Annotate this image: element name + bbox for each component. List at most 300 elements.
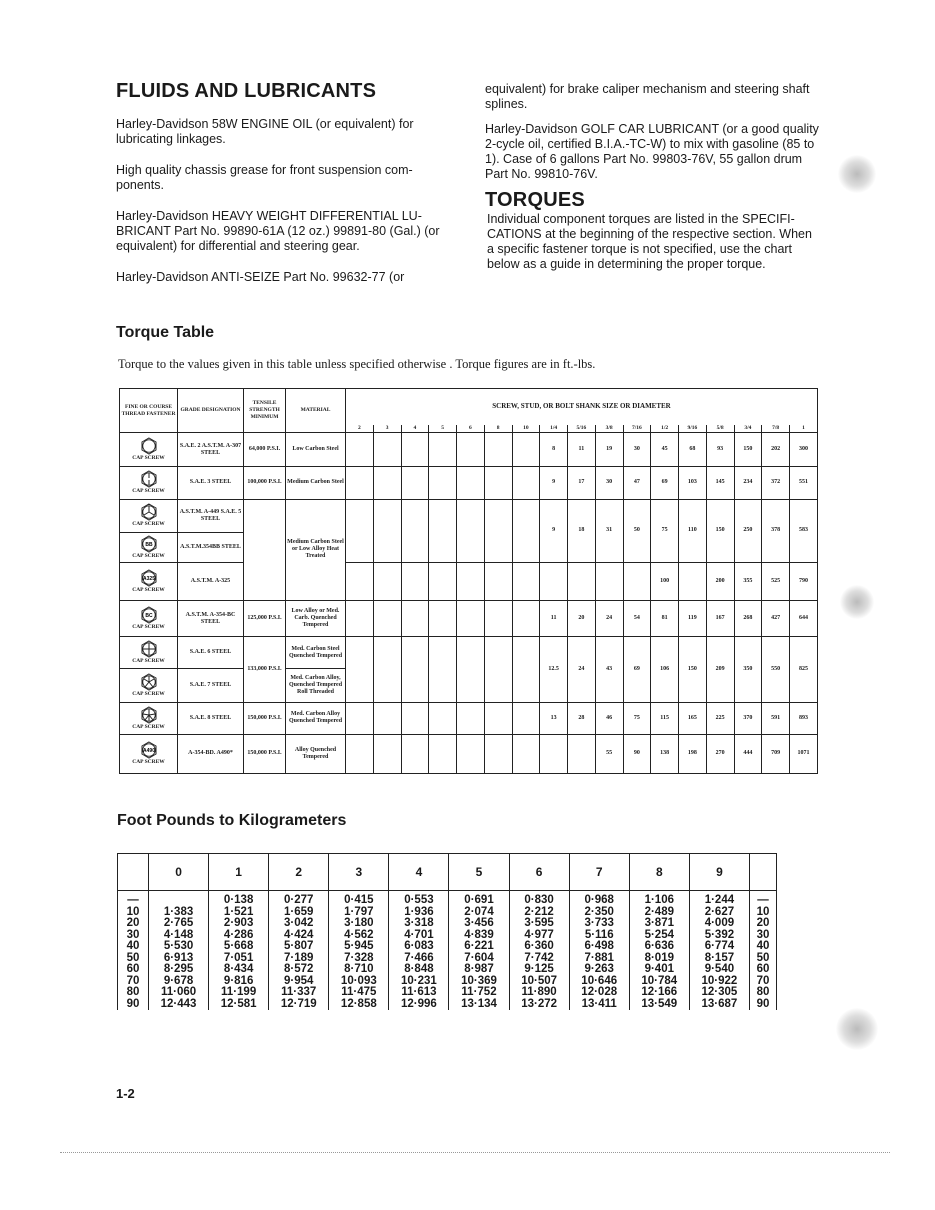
bolt-head-icon <box>120 437 177 455</box>
torque-value: 106 <box>651 637 679 702</box>
kilo-row-label-right: 60 <box>750 964 777 976</box>
kilo-value: 3·456 <box>449 918 509 930</box>
kilo-value: 0·553 <box>389 891 449 907</box>
torque-value <box>429 702 457 734</box>
kilo-value: 12·858 <box>329 999 389 1011</box>
kilo-value: 1·244 <box>689 891 749 907</box>
torque-value <box>595 562 623 600</box>
torque-value: 355 <box>734 562 762 600</box>
kilo-value: 2·212 <box>509 907 569 919</box>
kilo-value: 2·074 <box>449 907 509 919</box>
cap-screw-label: CAP SCREW <box>132 488 165 495</box>
cap-screw-label: CAP SCREW <box>132 552 165 559</box>
fluids-title: FLUIDS AND LUBRICANTS <box>116 80 377 102</box>
kilo-row <box>118 907 777 919</box>
torque-value <box>401 467 429 499</box>
kilo-value: 11·337 <box>269 987 329 999</box>
torque-value <box>540 734 568 773</box>
kilo-row-label: 80 <box>118 987 149 999</box>
torque-value: 550 <box>762 637 790 702</box>
lube-chassis-grease: High quality chassis grease for front suspension com- ponents. <box>116 163 413 192</box>
grade-cell: S.A.E. 6 STEEL <box>178 637 244 669</box>
kilo-row <box>118 918 777 930</box>
grade-cell: A.S.T.M.354BB STEEL <box>178 532 244 562</box>
grade-cell: A.S.T.M. A-325 <box>178 562 244 600</box>
kilo-value: 10·231 <box>389 976 449 988</box>
kilo-value: 13·687 <box>689 999 749 1011</box>
kilo-row <box>118 891 777 907</box>
torque-value <box>401 499 429 562</box>
kilo-value: 4·839 <box>449 930 509 942</box>
torque-value <box>373 467 401 499</box>
torque-value: 270 <box>706 734 734 773</box>
kilo-value: 7·328 <box>329 953 389 965</box>
kilo-value: 0·691 <box>449 891 509 907</box>
kilo-row <box>118 930 777 942</box>
torque-value: 110 <box>679 499 707 562</box>
kilo-value: 8·295 <box>149 964 209 976</box>
torque-value: 18 <box>568 499 596 562</box>
kilo-value: 3·318 <box>389 918 449 930</box>
torque-value: 444 <box>734 734 762 773</box>
kilo-row-label-right: 20 <box>750 918 777 930</box>
size-header: 1 <box>790 425 818 433</box>
fastener-cell <box>120 532 178 562</box>
kilo-value: 6·913 <box>149 953 209 965</box>
kilo-row <box>118 964 777 976</box>
svg-text:BC: BC <box>144 613 153 620</box>
kilo-col-header: 4 <box>389 854 449 891</box>
torque-value: 17 <box>568 467 596 499</box>
torque-value <box>512 499 540 562</box>
fastener-cell <box>120 734 178 773</box>
size-header: 5/8 <box>706 425 734 433</box>
fastener-cell <box>120 637 178 669</box>
torque-value <box>484 637 512 702</box>
torque-value: 13 <box>540 702 568 734</box>
torque-value: 11 <box>540 601 568 637</box>
kilo-value: 4·148 <box>149 930 209 942</box>
torques-desc: Individual component torques are listed in the SPECIFI- CATIONS at the beginning of the respective section. When a specific fastener torque is not specified, use the chart below as a guide in determining the proper torque. <box>487 212 812 271</box>
torque-value: 268 <box>734 601 762 637</box>
kilo-value: 13·134 <box>449 999 509 1011</box>
kilo-row-label-right: 10 <box>750 907 777 919</box>
size-header: 10 <box>512 425 540 433</box>
kilo-value: 10·784 <box>629 976 689 988</box>
torque-value: 119 <box>679 601 707 637</box>
torque-value: 644 <box>790 601 818 637</box>
fastener-cell <box>120 601 178 637</box>
kilo-value: 0·830 <box>509 891 569 907</box>
kilo-value: 2·627 <box>689 907 749 919</box>
kilo-row <box>118 941 777 953</box>
tensile-cell: 64,000 P.S.I. <box>244 433 286 467</box>
lube-engine-oil: Harley-Davidson 58W ENGINE OIL (or equivalent) for lubricating linkages. <box>116 117 414 146</box>
kilo-col-header: 7 <box>569 854 629 891</box>
torque-value: 11 <box>568 433 596 467</box>
tensile-cell: 150,000 P.S.I. <box>244 702 286 734</box>
fastener-cell <box>120 467 178 499</box>
kilo-row-label-right: 40 <box>750 941 777 953</box>
torque-value: 43 <box>595 637 623 702</box>
kilo-value: 1·936 <box>389 907 449 919</box>
kilo-row-label-right: 80 <box>750 987 777 999</box>
kilo-value: 7·466 <box>389 953 449 965</box>
bolt-head-icon <box>120 741 177 759</box>
torque-value: 300 <box>790 433 818 467</box>
kilo-value: 2·903 <box>209 918 269 930</box>
torque-value: 202 <box>762 433 790 467</box>
kilo-value: 6·774 <box>689 941 749 953</box>
torque-value <box>512 467 540 499</box>
torque-value: 198 <box>679 734 707 773</box>
torque-value <box>457 702 485 734</box>
kilo-value: 9·816 <box>209 976 269 988</box>
torque-value: 591 <box>762 702 790 734</box>
svg-text:BB: BB <box>144 541 153 548</box>
torque-value <box>346 734 374 773</box>
tensile-cell: 133,000 P.S.I. <box>244 637 286 702</box>
cap-screw-label: CAP SCREW <box>132 759 165 766</box>
cap-screw-label: CAP SCREW <box>132 690 165 697</box>
torque-value: 9 <box>540 499 568 562</box>
torque-value: 709 <box>762 734 790 773</box>
size-header: 5 <box>429 425 457 433</box>
torque-value: 1071 <box>790 734 818 773</box>
kilo-value: 8·434 <box>209 964 269 976</box>
cap-screw-label: CAP SCREW <box>132 658 165 665</box>
kilo-value: 11·752 <box>449 987 509 999</box>
kilo-value <box>149 891 209 907</box>
torque-value: 20 <box>568 601 596 637</box>
kilo-value: 0·968 <box>569 891 629 907</box>
kilo-value: 11·890 <box>509 987 569 999</box>
torque-value <box>346 467 374 499</box>
kilo-value: 9·401 <box>629 964 689 976</box>
kilo-value: 4·286 <box>209 930 269 942</box>
kilo-value: 11·475 <box>329 987 389 999</box>
torque-value: 12.5 <box>540 637 568 702</box>
torque-value: 551 <box>790 467 818 499</box>
torque-value <box>512 734 540 773</box>
grade-cell: A-354-BD. A490* <box>178 734 244 773</box>
torque-value <box>373 562 401 600</box>
cap-screw-label: CAP SCREW <box>132 521 165 528</box>
torque-value <box>484 601 512 637</box>
bolt-head-icon <box>120 503 177 521</box>
cap-screw-label: CAP SCREW <box>132 455 165 462</box>
torque-value <box>568 734 596 773</box>
kilo-row-label: 40 <box>118 941 149 953</box>
torque-value <box>373 499 401 562</box>
torque-value: 200 <box>706 562 734 600</box>
kilo-value: 7·881 <box>569 953 629 965</box>
torque-table-title: Torque Table <box>116 324 215 341</box>
bolt-head-icon <box>120 535 177 553</box>
torque-value: 100 <box>651 562 679 600</box>
torque-value: 138 <box>651 734 679 773</box>
cap-screw-label: CAP SCREW <box>132 624 165 631</box>
kilo-col-header: 5 <box>449 854 509 891</box>
kilo-table <box>117 853 777 1010</box>
torque-value: 150 <box>706 499 734 562</box>
torque-value <box>457 562 485 600</box>
torque-value <box>679 562 707 600</box>
grade-cell: S.A.E. 3 STEEL <box>178 467 244 499</box>
kilo-value: 5·392 <box>689 930 749 942</box>
torque-value <box>346 499 374 562</box>
torque-value: 350 <box>734 637 762 702</box>
torque-row <box>120 601 818 637</box>
torque-value <box>457 467 485 499</box>
kilo-value: 10·507 <box>509 976 569 988</box>
torque-value: 167 <box>706 601 734 637</box>
kilo-value: 8·019 <box>629 953 689 965</box>
torque-value <box>373 637 401 702</box>
lube-golf-car: Harley-Davidson GOLF CAR LUBRICANT (or a good quality 2-cycle oil, certified B.I.A.-TC-W) to mix with gasoline (85 to 1). Case of 6 gallons Part No. 99803-76V, 55 gallon drum Part No. 99810-76V. <box>485 122 819 181</box>
torque-value <box>429 467 457 499</box>
kilo-row-label: — <box>118 891 149 907</box>
bottom-divider <box>60 1152 890 1153</box>
kilo-value: 8·572 <box>269 964 329 976</box>
size-header: 3 <box>373 425 401 433</box>
kilo-row <box>118 976 777 988</box>
kilo-row-label: 60 <box>118 964 149 976</box>
torque-value <box>484 562 512 600</box>
torque-table-intro: Torque to the values given in this table unless specified otherwise . Torque figures are in ft.-lbs. <box>118 357 596 371</box>
torque-value <box>429 562 457 600</box>
kilo-row-label: 20 <box>118 918 149 930</box>
torque-value: 115 <box>651 702 679 734</box>
torque-value: 165 <box>679 702 707 734</box>
torque-value: 9 <box>540 467 568 499</box>
torque-value: 8 <box>540 433 568 467</box>
torque-value: 825 <box>790 637 818 702</box>
kilo-col-header: 8 <box>629 854 689 891</box>
grade-cell: A.S.T.M. A-449 S.A.E. 5 STEEL <box>178 499 244 532</box>
svg-text:A325: A325 <box>142 575 155 582</box>
torque-value <box>373 601 401 637</box>
torque-row <box>120 467 818 499</box>
torque-value: 75 <box>623 702 651 734</box>
torque-value <box>401 702 429 734</box>
kilo-value: 6·360 <box>509 941 569 953</box>
fastener-cell <box>120 669 178 702</box>
kilo-value: 6·083 <box>389 941 449 953</box>
kilo-value: 10·922 <box>689 976 749 988</box>
kilo-value: 1·106 <box>629 891 689 907</box>
grade-cell: A.S.T.M. A-354-BC STEEL <box>178 601 244 637</box>
scan-hole-mark <box>836 1008 878 1050</box>
torque-value <box>401 562 429 600</box>
kilo-row-label: 30 <box>118 930 149 942</box>
col-material-header: MATERIAL <box>286 389 346 433</box>
kilo-value: 1·659 <box>269 907 329 919</box>
torque-table <box>119 388 818 774</box>
tensile-cell: 100,000 P.S.I. <box>244 467 286 499</box>
tensile-cell: 150,000 P.S.I. <box>244 734 286 773</box>
kilo-col-header: 9 <box>689 854 749 891</box>
kilo-value: 0·415 <box>329 891 389 907</box>
torque-value <box>484 433 512 467</box>
torque-value: 90 <box>623 734 651 773</box>
torque-value: 55 <box>595 734 623 773</box>
kilo-value: 4·977 <box>509 930 569 942</box>
kilo-value: 6·221 <box>449 941 509 953</box>
kilo-value: 9·954 <box>269 976 329 988</box>
kilo-value: 4·562 <box>329 930 389 942</box>
torque-value <box>457 637 485 702</box>
kilo-row <box>118 999 777 1011</box>
torque-value <box>346 637 374 702</box>
kilo-row-label-right: 50 <box>750 953 777 965</box>
cap-screw-label: CAP SCREW <box>132 723 165 730</box>
torque-value <box>346 433 374 467</box>
kilo-row <box>118 953 777 965</box>
kilo-col-header: 0 <box>149 854 209 891</box>
kilo-value: 12·166 <box>629 987 689 999</box>
material-cell: Alloy Quenched Tempered <box>286 734 346 773</box>
kilo-value: 0·277 <box>269 891 329 907</box>
kilo-value: 9·540 <box>689 964 749 976</box>
torque-value: 525 <box>762 562 790 600</box>
torque-value: 75 <box>651 499 679 562</box>
torque-value: 28 <box>568 702 596 734</box>
torque-value: 150 <box>734 433 762 467</box>
torque-value <box>429 637 457 702</box>
torque-value <box>512 702 540 734</box>
kilo-value: 12·443 <box>149 999 209 1011</box>
torque-value <box>512 562 540 600</box>
kilo-value: 0·138 <box>209 891 269 907</box>
kilo-value: 5·254 <box>629 930 689 942</box>
kilo-value: 13·549 <box>629 999 689 1011</box>
material-cell: Medium Carbon Steel or Low Alloy Heat Treated <box>286 499 346 601</box>
torque-value <box>512 637 540 702</box>
size-header: 7/8 <box>762 425 790 433</box>
kilo-value: 4·701 <box>389 930 449 942</box>
bolt-head-icon <box>120 569 177 587</box>
kilo-value: 12·581 <box>209 999 269 1011</box>
torque-value <box>429 499 457 562</box>
torque-value: 19 <box>595 433 623 467</box>
torque-value: 790 <box>790 562 818 600</box>
kilo-value: 7·604 <box>449 953 509 965</box>
material-cell: Low Carbon Steel <box>286 433 346 467</box>
torque-value: 81 <box>651 601 679 637</box>
material-cell: Med. Carbon Alloy Quenched Tempered <box>286 702 346 734</box>
torque-value: 370 <box>734 702 762 734</box>
torque-value <box>429 433 457 467</box>
kilo-value: 3·180 <box>329 918 389 930</box>
torque-value: 30 <box>623 433 651 467</box>
torque-row <box>120 637 818 669</box>
torque-value: 50 <box>623 499 651 562</box>
kilo-col-header: 2 <box>269 854 329 891</box>
kilo-row-label-right: 70 <box>750 976 777 988</box>
torque-value <box>457 499 485 562</box>
bolt-head-icon <box>120 640 177 658</box>
torque-value: 372 <box>762 467 790 499</box>
torque-value: 69 <box>651 467 679 499</box>
size-header: 1/2 <box>651 425 679 433</box>
material-cell: Medium Carbon Steel <box>286 467 346 499</box>
torque-value <box>457 601 485 637</box>
torques-title: TORQUES <box>485 189 585 211</box>
bolt-head-icon <box>120 470 177 488</box>
kilo-value: 5·945 <box>329 941 389 953</box>
kilo-value: 6·636 <box>629 941 689 953</box>
torque-value <box>346 601 374 637</box>
torque-value <box>512 601 540 637</box>
kilo-value: 5·530 <box>149 941 209 953</box>
torque-value: 583 <box>790 499 818 562</box>
torque-value: 46 <box>595 702 623 734</box>
kilo-value: 2·350 <box>569 907 629 919</box>
torque-value <box>401 637 429 702</box>
size-header: 1/4 <box>540 425 568 433</box>
material-cell: Med. Carbon Steel Quenched Tempered <box>286 637 346 669</box>
kilo-value: 5·116 <box>569 930 629 942</box>
torque-value: 145 <box>706 467 734 499</box>
torque-value: 378 <box>762 499 790 562</box>
size-header: 2 <box>346 425 374 433</box>
col-fastener-header: FINE OR COURSE THREAD FASTENER <box>120 389 178 433</box>
torque-value: 893 <box>790 702 818 734</box>
fastener-cell <box>120 433 178 467</box>
kilo-row-label-right: 90 <box>750 999 777 1011</box>
size-header: 7/16 <box>623 425 651 433</box>
kilo-row <box>118 987 777 999</box>
size-header: 6 <box>457 425 485 433</box>
torque-value <box>401 734 429 773</box>
col-tensile-header: TENSILE STRENGTH MINIMUM <box>244 389 286 433</box>
torque-value: 69 <box>623 637 651 702</box>
size-header: 3/4 <box>734 425 762 433</box>
lube-anti-seize-cont: equivalent) for brake caliper mechanism and steering shaft splines. <box>485 82 810 111</box>
torque-value <box>540 562 568 600</box>
kilo-value: 7·051 <box>209 953 269 965</box>
scan-hole-mark <box>840 585 874 619</box>
kilo-value: 13·411 <box>569 999 629 1011</box>
torque-value: 150 <box>679 637 707 702</box>
torque-value <box>401 601 429 637</box>
torque-value: 45 <box>651 433 679 467</box>
kilo-value: 10·646 <box>569 976 629 988</box>
kilo-col-header: 6 <box>509 854 569 891</box>
kilo-value: 12·719 <box>269 999 329 1011</box>
torque-value: 103 <box>679 467 707 499</box>
kilo-value: 11·613 <box>389 987 449 999</box>
torque-value <box>484 734 512 773</box>
kilo-value: 8·987 <box>449 964 509 976</box>
kilo-value: 10·369 <box>449 976 509 988</box>
torque-value: 24 <box>595 601 623 637</box>
torque-value <box>457 734 485 773</box>
grade-cell: S.A.E. 7 STEEL <box>178 669 244 702</box>
kilo-value: 1·797 <box>329 907 389 919</box>
kilo-value: 9·678 <box>149 976 209 988</box>
kilo-corner-right <box>750 854 777 891</box>
grade-cell: S.A.E. 2 A.S.T.M. A-307 STEEL <box>178 433 244 467</box>
tensile-cell: 125,000 P.S.I. <box>244 601 286 637</box>
torque-value <box>568 562 596 600</box>
kilo-row-label: 50 <box>118 953 149 965</box>
size-header: 8 <box>484 425 512 433</box>
torque-value <box>346 702 374 734</box>
kilo-value: 8·157 <box>689 953 749 965</box>
kilo-corner <box>118 854 149 891</box>
